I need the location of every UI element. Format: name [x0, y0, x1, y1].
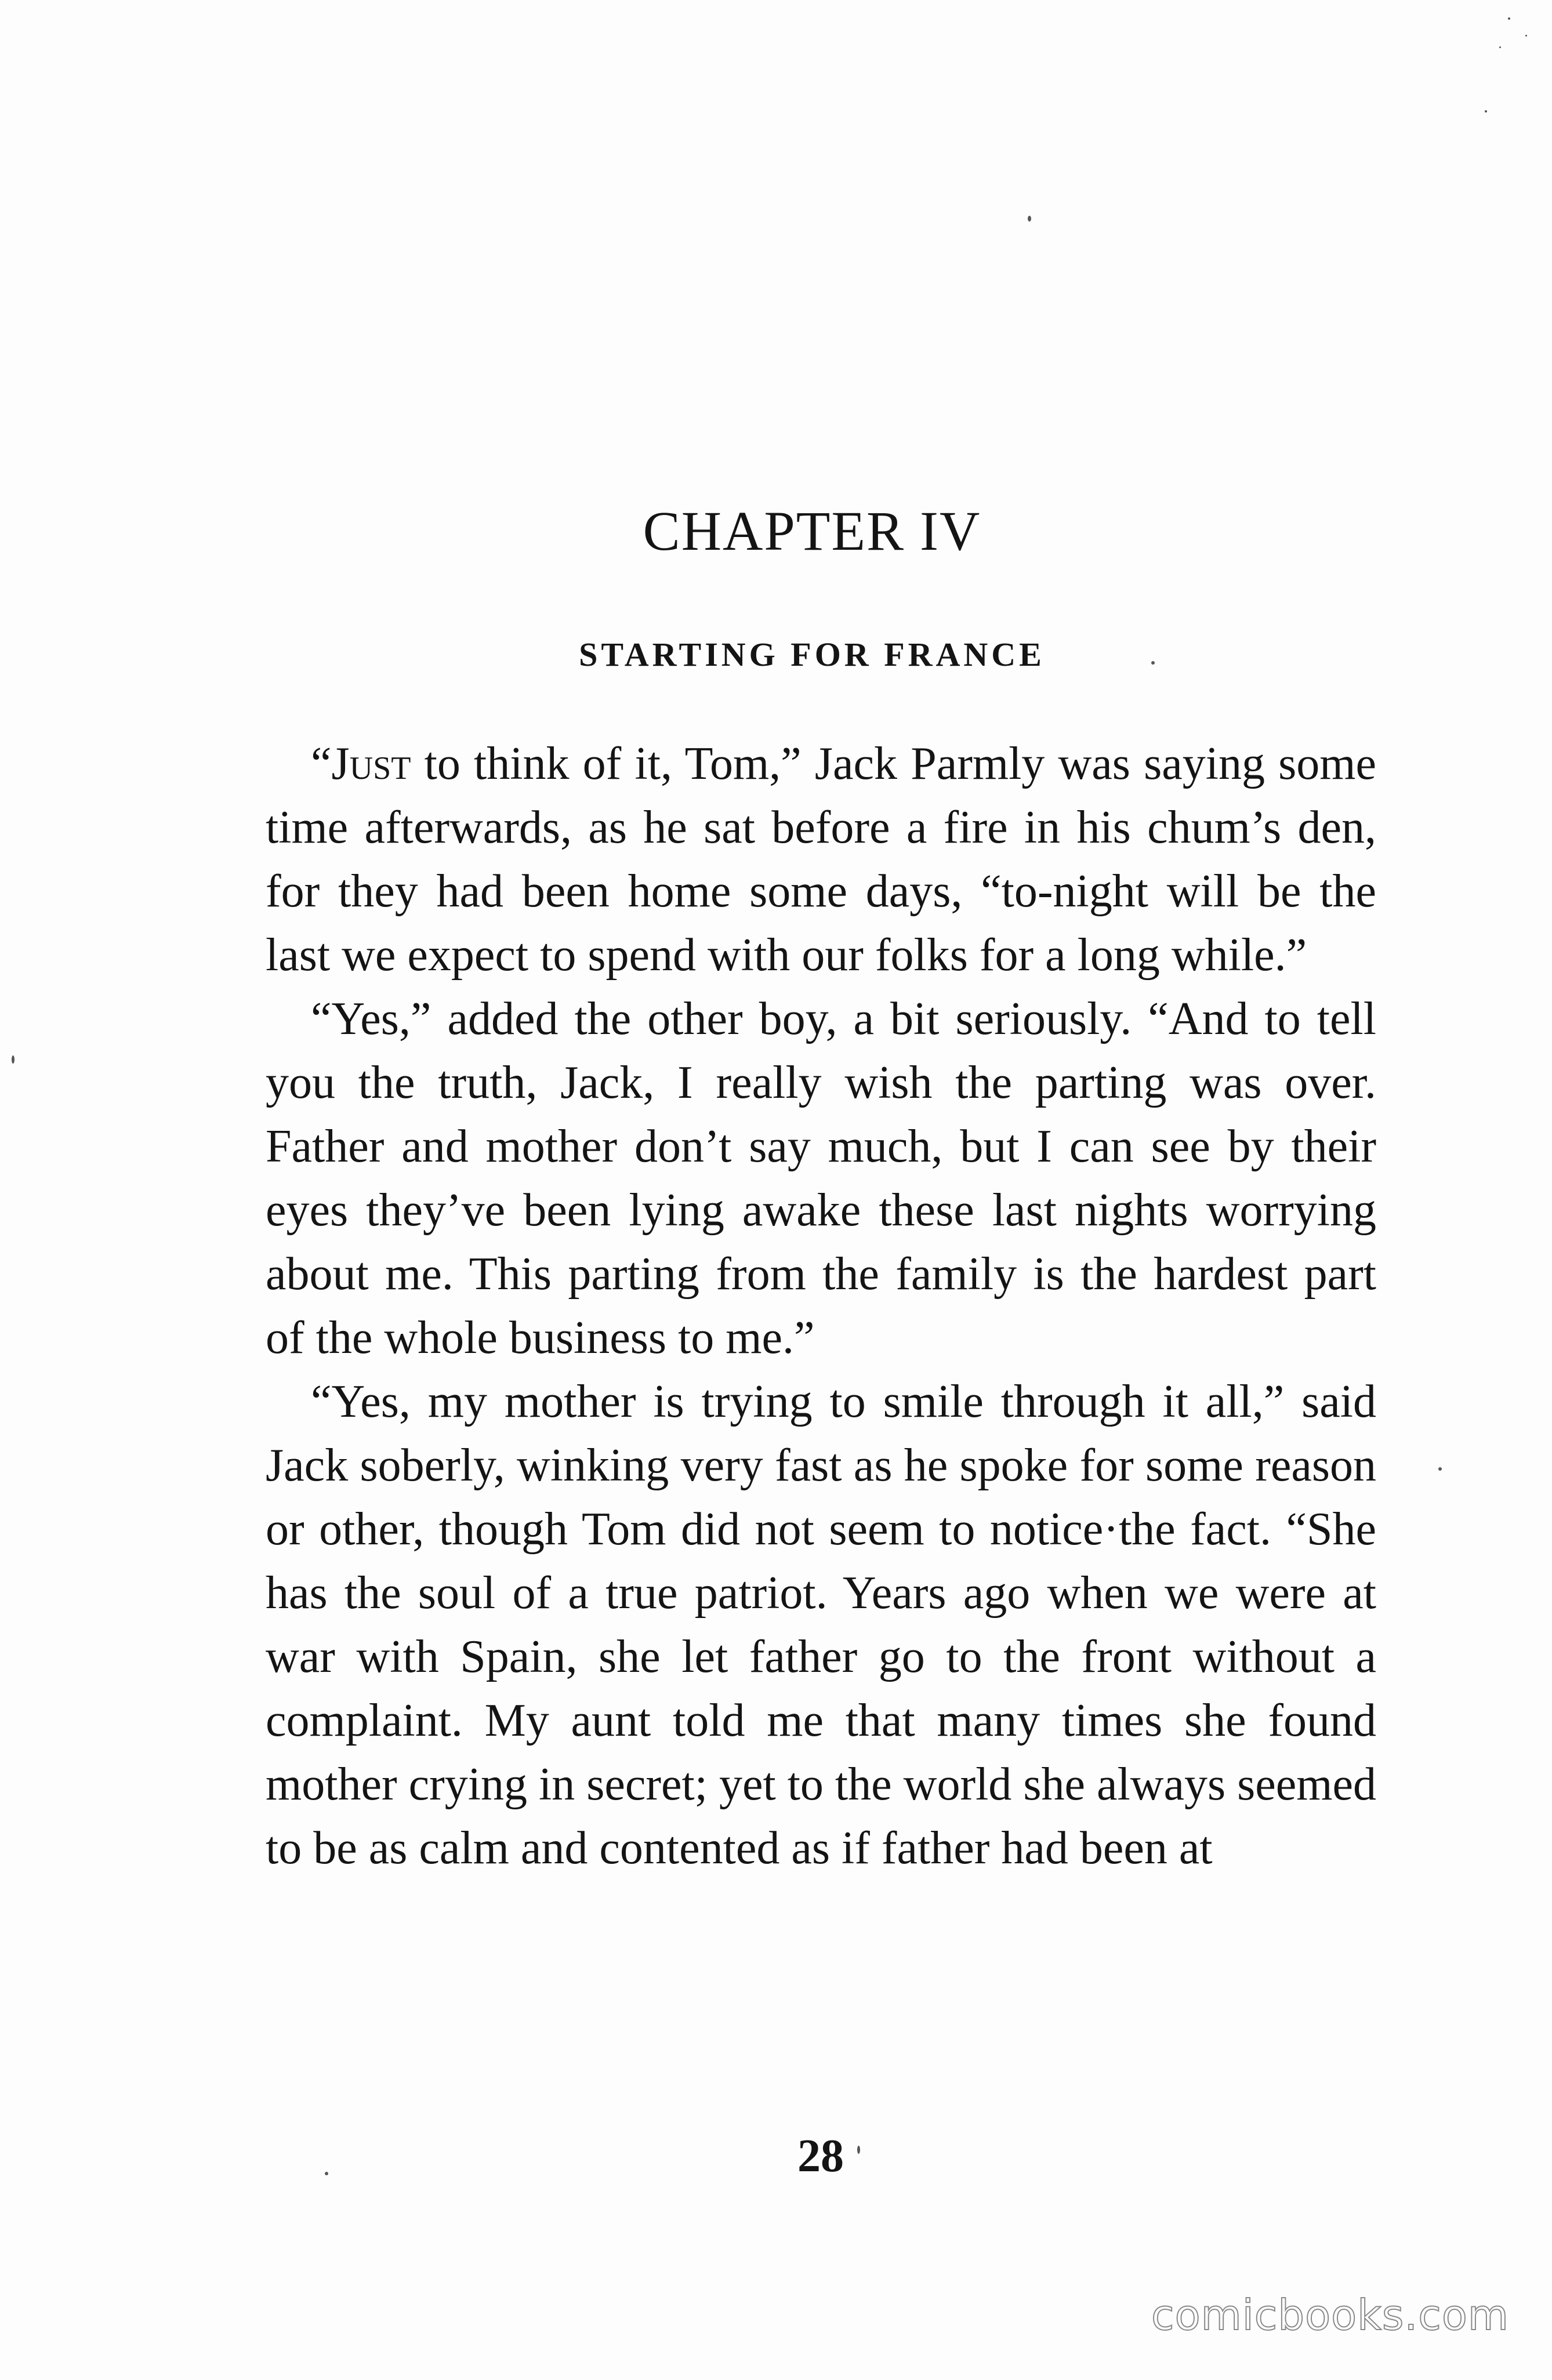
- opening-word: “Just: [311, 738, 411, 789]
- scan-speck: [1438, 1467, 1442, 1471]
- chapter-body: [266, 732, 1376, 1880]
- scan-speck: [1485, 110, 1487, 113]
- scan-speck: [1508, 17, 1510, 20]
- chapter-subtitle: STARTING FOR FRANCE: [579, 636, 1045, 673]
- scan-speck: [1151, 661, 1155, 665]
- paragraph-1: [266, 732, 1376, 987]
- page-number: 28: [797, 2131, 844, 2182]
- scan-speck: [325, 2172, 328, 2175]
- watermark-logo: comicbooks.com: [1151, 2291, 1510, 2339]
- chapter-title: CHAPTER IV: [643, 500, 981, 562]
- scan-speck: [1028, 216, 1031, 222]
- scan-speck: [857, 2146, 860, 2154]
- paragraph-1-text: to think of it, Tom,” Jack Parmly was saying some time afterwards, as he sat before a fire in his chum’s den, for they had been home some days, “to-night will be the last we expect to spend with our folks for a long while.”: [266, 738, 1376, 981]
- scan-speck: [1499, 46, 1501, 48]
- scan-speck: [12, 1055, 14, 1064]
- paragraph-3: “Yes, my mother is trying to smile through it all,” said Jack soberly, winking very fast as he spoke for some reason or other, though Tom did not seem to notice·the fact. “She has the soul of a true patriot. Years ago when we were at war with Spain, she let father go to the front without a complaint. My aunt told me that many times she found mother crying in secret; yet to the world she always seemed to be as calm and contented as if father had been at: [266, 1376, 1376, 1874]
- paragraph-2: “Yes,” added the other boy, a bit seriously. “And to tell you the truth, Jack, I really wish the parting was over. Father and mother don’t say much, but I can see by their eyes they’ve been lying awake these last nights worrying about me. This parting from the family is the hardest part of the whole business to me.”: [266, 993, 1376, 1363]
- scan-speck: [1525, 35, 1527, 37]
